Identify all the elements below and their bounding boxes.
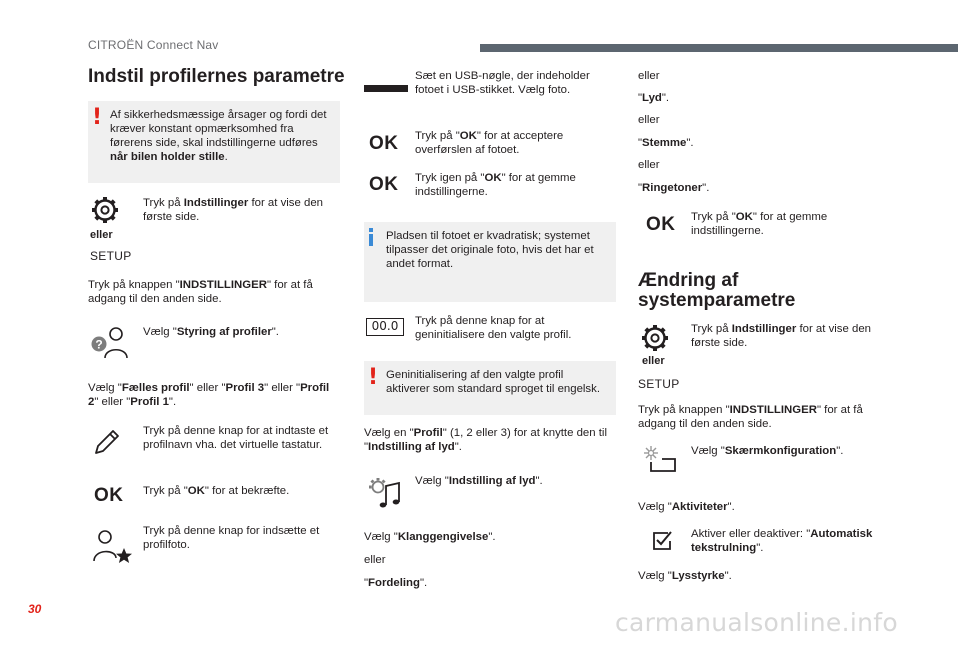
eller-text: eller — [638, 114, 660, 126]
usb-icon — [364, 84, 408, 94]
step-ok-save: Tryk igen på "OK" for at gemme indstillingerne. — [415, 172, 576, 198]
option-lyd: "Lyd". — [638, 92, 670, 104]
para-aktiviteter: Vælg "Aktiviteter". — [638, 501, 735, 513]
warning-box — [364, 361, 616, 415]
section-title-system-l2: systemparametre — [638, 290, 796, 311]
ok-icon: OK — [646, 214, 676, 235]
gear-icon — [640, 323, 670, 353]
step-ok-confirm: Tryk på "OK" for at bekræfte. — [143, 485, 290, 497]
pencil-icon — [93, 428, 121, 456]
para-faelles-profil: Vælg "Fælles profil" eller "Profil 3" eller "Profil 2" eller "Profil 1". — [88, 382, 330, 408]
eller-text: eller — [638, 70, 660, 82]
eller-label: eller — [90, 229, 113, 241]
ok-icon: OK — [369, 133, 399, 154]
setup-label: SETUP — [90, 249, 132, 263]
info-text: Pladsen til fotoet er kvadratisk; systemet tilpasser det originale foto, hvis det har et andet format. — [386, 230, 594, 270]
section-title-system-l1: Ændring af — [638, 270, 739, 291]
watermark: carmanualsonline.info — [615, 608, 898, 637]
eller-text: eller — [638, 159, 660, 171]
para-indstillinger: Tryk på knappen "INDSTILLINGER" for at få adgang til den anden side. — [88, 279, 313, 305]
header-title: CITROËN Connect Nav — [88, 38, 219, 52]
page-number: 30 — [28, 602, 42, 616]
eller-label: eller — [642, 355, 665, 367]
sound-settings-icon — [366, 476, 406, 510]
info-box — [364, 222, 616, 302]
step-skaermkonfiguration: Vælg "Skærmkonfiguration". — [691, 445, 844, 457]
info-icon — [369, 228, 373, 246]
warning-text: Geninitialisering af den valgte profil aktiverer som standard sproget til engelsk. — [386, 369, 600, 395]
step-styring: Vælg "Styring af profiler". — [143, 326, 279, 338]
warning-text: Af sikkerhedsmæssige årsager og fordi det kræver konstant opmærksomhed fra førerens side, skal indstillingerne udføres når bilen holder stille. — [110, 109, 327, 163]
step-photo: Tryk på denne knap for indsætte et profilfoto. — [143, 525, 320, 551]
step-settings: Tryk på Indstillinger for at vise den første side. — [143, 197, 323, 223]
checkbox-icon — [651, 530, 673, 552]
para-klang: Vælg "Klanggengivelse". — [364, 531, 496, 543]
warning-box — [88, 101, 340, 183]
step-pencil: Tryk på denne knap for at indtaste et profilnavn vha. det virtuelle tastatur. — [143, 425, 329, 451]
step-settings: Tryk på Indstillinger for at vise den første side. — [691, 323, 871, 349]
svg-text:?: ? — [95, 337, 103, 352]
option-stemme: "Stemme". — [638, 137, 694, 149]
step-usb: Sæt en USB-nøgle, der indeholder fotoet i USB-stikket. Vælg foto. — [415, 70, 590, 96]
step-ok-save: Tryk på "OK" for at gemme indstillingerne. — [691, 211, 828, 237]
ok-icon: OK — [94, 485, 124, 506]
step-automatisk-tekstrulning: Aktiver eller deaktiver: "Automatisk tekstrulning". — [691, 528, 873, 554]
reset-icon: 00.0 — [366, 318, 404, 336]
gear-icon — [90, 195, 120, 225]
eller-text: eller — [364, 554, 386, 566]
warning-icon: ! — [92, 105, 103, 130]
para-indstillinger: Tryk på knappen "INDSTILLINGER" for at få adgang til den anden side. — [638, 404, 863, 430]
section-title-profiles: Indstil profilernes parametre — [88, 66, 345, 87]
ok-icon: OK — [369, 174, 399, 195]
para-lysstyrke: Vælg "Lysstyrke". — [638, 570, 732, 582]
para-profil: Vælg en "Profil" (1, 2 eller 3) for at knytte den til "Indstilling af lyd". — [364, 427, 607, 453]
display-config-icon — [641, 445, 677, 473]
step-lyd: Vælg "Indstilling af lyd". — [415, 475, 543, 487]
profile-management-icon — [88, 325, 130, 359]
option-ringetoner: "Ringetoner". — [638, 182, 710, 194]
header-bar — [480, 44, 958, 52]
profile-photo-icon — [88, 528, 132, 564]
step-reset: Tryk på denne knap for at geninitialisere den valgte profil. — [415, 315, 572, 341]
warning-icon: ! — [368, 365, 379, 390]
step-ok-accept: Tryk på "OK" for at acceptere overførslen af fotoet. — [415, 130, 564, 156]
setup-label: SETUP — [638, 377, 680, 391]
para-fordeling: "Fordeling". — [364, 577, 428, 589]
